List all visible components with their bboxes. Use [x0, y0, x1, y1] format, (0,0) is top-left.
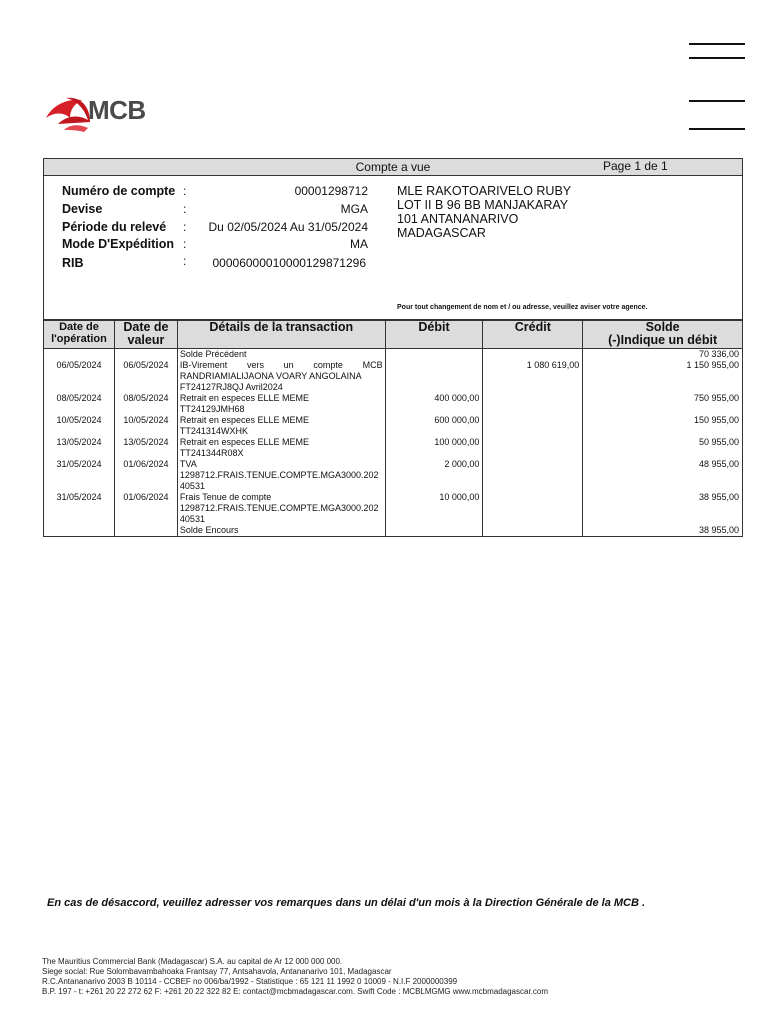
- page-indicator: Page 1 de 1: [603, 159, 668, 173]
- account-number-value: 00001298712: [294, 184, 368, 198]
- credit-cell: [483, 525, 583, 537]
- delivery-mode-value: MA: [350, 237, 368, 251]
- table-row: [44, 360, 743, 393]
- value-date-cell: 06/05/2024: [114, 360, 177, 393]
- table-row: [44, 459, 743, 492]
- field-colon: :: [183, 237, 187, 251]
- period-label: Période du relevé: [62, 220, 167, 234]
- details-cell: TVA 1298712.FRAIS.TENUE.COMPTE.MGA3000.20240531: [177, 459, 385, 492]
- balance-header: Solde (-)Indique un débit: [583, 321, 743, 349]
- statement-type-title: Compte a vue: [355, 160, 431, 174]
- credit-cell: [483, 349, 583, 361]
- logo-wordmark: MCB: [88, 95, 146, 125]
- balance-cell: 50 955,00: [583, 437, 743, 459]
- balance-cell: 70 336,00: [583, 349, 743, 361]
- op-date-cell: 13/05/2024: [44, 437, 115, 459]
- debit-cell: 600 000,00: [385, 415, 483, 437]
- table-row: [44, 437, 743, 459]
- balance-cell: 150 955,00: [583, 415, 743, 437]
- details-header: Détails de la transaction: [177, 321, 385, 349]
- value-date-header: Date de valeur: [114, 321, 177, 349]
- value-date-cell: [114, 349, 177, 361]
- rib-label: RIB: [62, 256, 84, 270]
- field-colon: :: [183, 220, 187, 234]
- value-date-cell: 10/05/2024: [114, 415, 177, 437]
- debit-cell: [385, 360, 483, 393]
- op-date-cell: 31/05/2024: [44, 459, 115, 492]
- info-header: [44, 159, 742, 176]
- table-row: [44, 349, 743, 361]
- debit-cell: 100 000,00: [385, 437, 483, 459]
- debit-cell: 2 000,00: [385, 459, 483, 492]
- table-row: [44, 525, 743, 537]
- table-row: [44, 492, 743, 525]
- details-cell: Retrait en especes ELLE MEME TT241314WXHK: [177, 415, 385, 437]
- footer: [42, 957, 548, 997]
- value-date-cell: 08/05/2024: [114, 393, 177, 415]
- op-date-cell: [44, 525, 115, 537]
- credit-cell: [483, 459, 583, 492]
- top-rule-1: [689, 43, 745, 45]
- rib-value: 00006000010000129871296: [212, 256, 366, 270]
- op-date-header: Date de l'opération: [44, 321, 115, 349]
- address-line-4: MADAGASCAR: [397, 226, 486, 240]
- op-date-cell: 31/05/2024: [44, 492, 115, 525]
- debit-cell: 10 000,00: [385, 492, 483, 525]
- details-cell: Retrait en especes ELLE MEME TT24129JMH68: [177, 393, 385, 415]
- balance-cell: 38 955,00: [583, 525, 743, 537]
- balance-cell: 750 955,00: [583, 393, 743, 415]
- balance-cell: 38 955,00: [583, 492, 743, 525]
- delivery-mode-label: Mode D'Expédition: [62, 237, 174, 251]
- table-row: [44, 393, 743, 415]
- table-header-row: [44, 321, 743, 349]
- balance-cell: 48 955,00: [583, 459, 743, 492]
- field-colon: :: [183, 202, 187, 216]
- currency-label: Devise: [62, 202, 103, 216]
- value-date-cell: 13/05/2024: [114, 437, 177, 459]
- account-info-box: [43, 158, 743, 320]
- address-change-notice: Pour tout changement de nom et / ou adresse, veuillez aviser votre agence.: [397, 304, 648, 311]
- address-line-1: MLE RAKOTOARIVELO RUBY: [397, 184, 572, 198]
- details-cell: IB-Virement vers un compte MCB RANDRIAMIALIJAONA VOARY ANGOLAINA FT24127RJ8QJ Avril2024: [177, 360, 385, 393]
- debit-cell: 400 000,00: [385, 393, 483, 415]
- credit-cell: [483, 415, 583, 437]
- credit-cell: 1 080 619,00: [483, 360, 583, 393]
- account-number-label: Numéro de compte: [62, 184, 176, 198]
- value-date-cell: [114, 525, 177, 537]
- currency-value: MGA: [340, 202, 368, 216]
- credit-cell: [483, 393, 583, 415]
- debit-header: Débit: [385, 321, 483, 349]
- footer-line: The Mauritius Commercial Bank (Madagascar) S.A. au capital de Ar 12 000 000 000.: [42, 957, 343, 966]
- top-rule-4: [689, 128, 745, 130]
- address-line-3: 101 ANTANANARIVO: [397, 212, 519, 226]
- op-date-cell: [44, 349, 115, 361]
- op-date-cell: 06/05/2024: [44, 360, 115, 393]
- value-date-cell: 01/06/2024: [114, 459, 177, 492]
- op-date-cell: 10/05/2024: [44, 415, 115, 437]
- debit-cell: [385, 349, 483, 361]
- details-cell: Solde Encours: [177, 525, 385, 537]
- credit-cell: [483, 437, 583, 459]
- credit-header: Crédit: [483, 321, 583, 349]
- disclaimer-text: En cas de désaccord, veuillez adresser vos remarques dans un délai d'un mois à la Direction Générale de la MCB .: [47, 897, 646, 909]
- period-value: Du 02/05/2024 Au 31/05/2024: [208, 220, 368, 234]
- field-colon: :: [183, 254, 187, 268]
- table-row: [44, 415, 743, 437]
- footer-line: Siege social: Rue Solombavambahoaka Frantsay 77, Antsahavola, Antananarivo 101, Madagascar: [42, 967, 392, 976]
- footer-line: R.C.Antananarivo 2003 B 10114 - CCBEF no 006/ba/1992 - Statistique : 65 121 11 1992 0 10009 - N.I.F 2000000399: [42, 977, 458, 986]
- details-cell: Frais Tenue de compte 1298712.FRAIS.TENUE.COMPTE.MGA3000.20240531: [177, 492, 385, 525]
- address-line-2: LOT II B 96 BB MANJAKARAY: [397, 198, 569, 212]
- balance-cell: 1 150 955,00: [583, 360, 743, 393]
- credit-cell: [483, 492, 583, 525]
- value-date-cell: 01/06/2024: [114, 492, 177, 525]
- details-cell: Retrait en especes ELLE MEME TT241344R08X: [177, 437, 385, 459]
- top-rule-2: [689, 57, 745, 59]
- debit-cell: [385, 525, 483, 537]
- details-cell: Solde Précédent: [177, 349, 385, 361]
- footer-line: B.P. 197 - t: +261 20 22 272 62 F: +261 20 22 322 82 E: contact@mcbmadagascar.com. Swift Code : MCBLMGMG www.mcbmadagascar.com: [42, 987, 549, 996]
- transactions-table: [43, 320, 743, 537]
- top-rule-3: [689, 100, 745, 102]
- field-colon: :: [183, 184, 187, 198]
- op-date-cell: 08/05/2024: [44, 393, 115, 415]
